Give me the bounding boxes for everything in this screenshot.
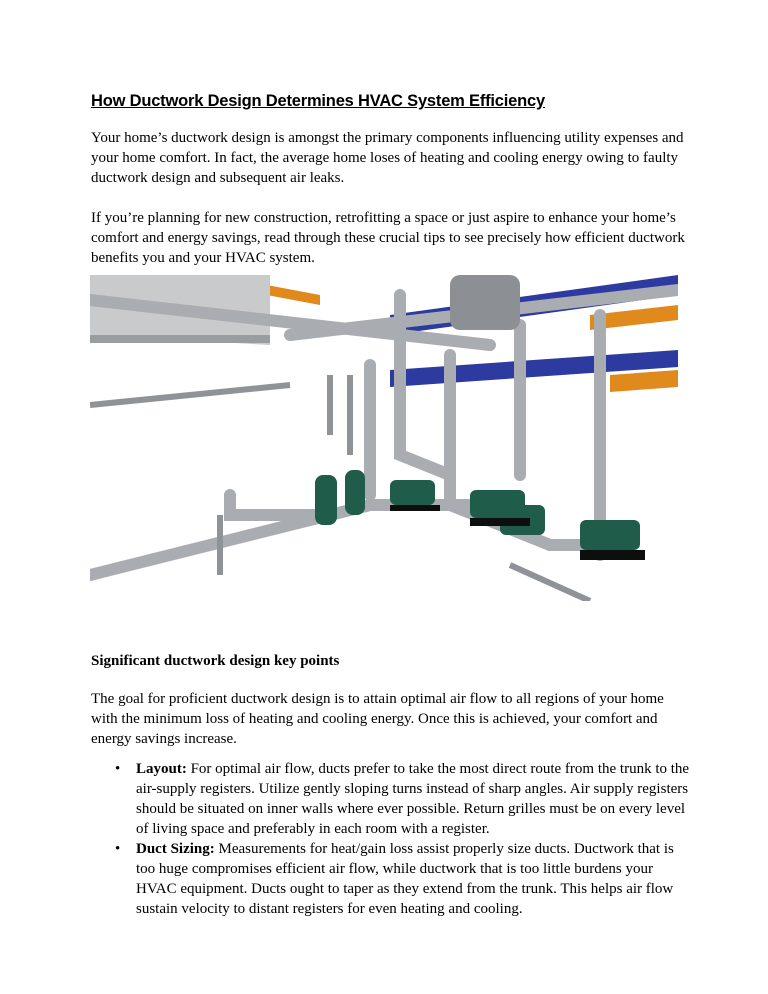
intro-paragraph-1: Your home’s ductwork design is amongst the primary components influencing utility expenses and your home comfort. In fact, the average home loses of heating and cooling energy owing to faulty ductwork design and subsequent air leaks. bbox=[91, 130, 684, 186]
bullet-text: For optimal air flow, ducts prefer to take the most direct route from the trunk to the air-supply registers. Utilize gently sloping turns instead of sharp angles. Air supply registers should be situated on inner walls where ever possible. Return grilles must be on every level of living space and preferably in each room with a register. bbox=[136, 761, 690, 837]
bullet-icon: • bbox=[115, 841, 121, 857]
list-item bbox=[91, 759, 691, 839]
bullet-label: Duct Sizing: bbox=[136, 841, 215, 857]
bullet-label: Layout: bbox=[136, 761, 187, 777]
section-heading: Significant ductwork design key points bbox=[91, 653, 340, 669]
bullet-text: Measurements for heat/gain loss assist properly size ducts. Ductwork that is too huge compromises efficient air flow, while ductwork that is too little burdens your HVAC equipment. Ducts ought to taper as they extend from the trunk. This helps air flow sustain velocity to distant registers for even heating and cooling. bbox=[136, 841, 674, 917]
section-paragraph: The goal for proficient ductwork design is to attain optimal air flow to all regions of your home with the minimum loss of heating and cooling energy. Once this is achieved, your comfort and energy savings increase. bbox=[91, 691, 664, 747]
hvac-piping-illustration bbox=[90, 275, 678, 601]
page-title: How Ductwork Design Determines HVAC System Efficiency bbox=[91, 92, 545, 110]
key-points-list bbox=[91, 759, 691, 919]
intro-paragraph-2: If you’re planning for new construction, retrofitting a space or just aspire to enhance your home’s comfort and energy savings, read through these crucial tips to see precisely how efficient ductwork benefits you and your HVAC system. bbox=[91, 210, 685, 266]
list-item bbox=[91, 839, 691, 919]
tank bbox=[450, 275, 520, 330]
bullet-icon: • bbox=[115, 761, 121, 777]
